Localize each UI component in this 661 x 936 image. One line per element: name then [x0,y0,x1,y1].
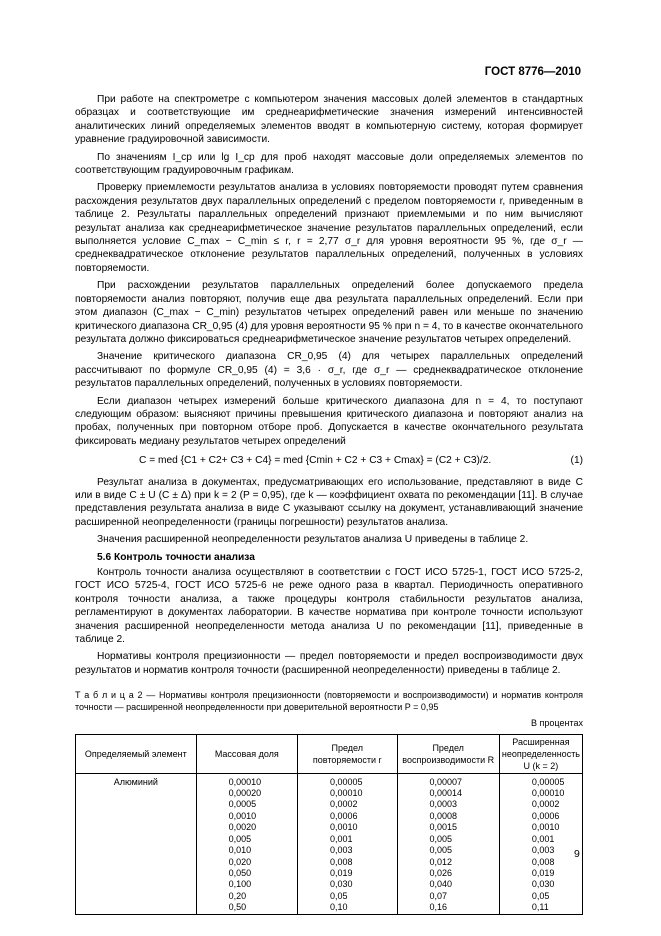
table-cell-value: 0,16 [429,902,448,913]
table-cell-value: 0,00010 [531,788,565,799]
table-cell-value: 0,008 [531,856,555,867]
table-cell-value: 0,003 [329,845,353,856]
paragraph: Значения расширенной неопределенности результатов анализа U приведены в таблице 2. [97,534,529,546]
table-cell-value: 0,026 [429,867,453,878]
table-cell-value: 0,10 [329,902,348,913]
table-units: В процентах [531,718,583,729]
document-header: ГОСТ 8776—2010 [484,66,581,78]
table-cell-value: 0,030 [329,879,353,890]
table-cell-value: 0,0015 [429,822,458,833]
table-cell-value: 0,001 [531,833,555,844]
paragraph: При работе на спектрометре с компьютером значения массовых долей элементов в стандартных образцах и соответствующие им среднеарифметические значения измерений интенсивностей аналитических линий определяемых элементов вводят в компьютерную систему, которая формирует уравнение градуировочной зависимости. [75,94,583,146]
table-cell-value: 0,00020 [228,788,262,799]
paragraph: По значениям I_ср или lg I_ср для проб находят массовые доли определяемых элементов по соответствующим градуировочным графикам. [75,151,583,177]
uncertainty-column [499,773,582,914]
table-cell-value: 0,0020 [228,822,257,833]
table-cell-value: 0,008 [329,856,353,867]
element-cell: Алюминий [76,773,197,914]
paragraph: Если диапазон четырех измерений больше критического диапазона для n = 4, то поступают следующим образом: выясняют причины превышения критического диапазона и повторяют анализ на пробах, полученных при повторном отборе проб. Допускается в качестве окончательного результата фиксировать медиану результатов четырех определений [75,395,583,447]
table-cell-value: 0,00005 [329,776,363,787]
table-cell-value: 0,00010 [329,788,363,799]
paragraph: Проверку приемлемости результатов анализа в условиях повторяемости проводят путем сравнения расхождения результатов двух параллельных определений с пределом повторяемости r, приведенным в таблице 2. Результаты параллельных определений признают приемлемыми и по ним вычисляют результат анализа как среднеарифметическое значение результатов параллельных определений, если выполняется условие C_max − C_min ≤ r, r = 2,77 σ_r для уровня вероятности 95 %, где σ_r — среднеквадратическое отклонение результатов параллельных определений, полученных в условиях повторяемости. [75,182,583,274]
table-cell-value: 0,0002 [329,799,358,810]
formula-text: C = med {C1 + C2+ C3 + C4} = med {Cmin + C2 + C3 + Cmax} = (C2 + C3)/2. [139,455,492,467]
table-cell-value: 0,040 [429,879,453,890]
table-cell-value: 0,0003 [429,799,458,810]
table-cell-value: 0,20 [228,890,247,901]
table-cell-value: 0,0010 [228,810,257,821]
table-cell-value: 0,0002 [531,799,560,810]
table-cell-value: 0,0010 [531,822,560,833]
table-header: Предел воспроизводимости R [397,734,499,773]
table-cell-value: 0,0006 [329,810,358,821]
table-cell-value: 0,0006 [531,810,560,821]
table-cell-value: 0,00014 [429,788,463,799]
table-cell-value: 0,0008 [429,810,458,821]
table-cell-value: 0,11 [531,902,549,913]
table-cell-value: 0,50 [228,902,247,913]
table-row [76,773,583,914]
table-cell-value: 0,010 [228,845,252,856]
table-cell-value: 0,00010 [228,776,262,787]
paragraph: Контроль точности анализа осуществляют в соответствии с ГОСТ ИСО 5725-1, ГОСТ ИСО 5725-2, ГОСТ ИСО 5725-4, ГОСТ ИСО 5725-6 не реже одного раза в квартал. Периодичность оперативного контроля точности анализа, а также процедуры контроля стабильности результатов анализа, регламентируют в документах лаборатории. В качестве норматива при контроле точности используют значения расширенной неопределенности метода анализа U по рекомендации [11], приведенные в таблице 2. [75,567,583,646]
table-cell-value: 0,050 [228,867,252,878]
reproducibility-column [397,773,499,914]
paragraph: Значение критического диапазона CR_0,95 (4) для четырех параллельных определений рассчитывают по формуле CR_0,95 (4) = 3,6 · σ_r, где σ_r — среднеквадратическое отклонение результатов параллельных определений, полученных в условиях повторяемости. [75,351,583,390]
table-cell-value: 0,030 [531,879,555,890]
table-cell-value: 0,05 [329,890,348,901]
table-cell-value: 0,001 [329,833,353,844]
section-heading: 5.6 Контроль точности анализа [97,551,255,563]
table-cell-value: 0,020 [228,856,252,867]
table-cell-value: 0,003 [531,845,555,856]
table-cell-value: 0,0005 [228,799,257,810]
page-number: 9 [574,848,580,860]
formula-number: (1) [570,455,583,467]
table-header: Определяемый элемент [76,734,197,773]
table-cell-value: 0,005 [429,833,453,844]
table-cell-value: 0,005 [429,845,453,856]
table-cell-value: 0,07 [429,890,448,901]
repeatability-column [297,773,397,914]
mass-column [196,773,297,914]
document-body [75,93,583,915]
table-cell-value: 0,100 [228,879,252,890]
table-header: Массовая доля [196,734,297,773]
table-cell-value: 0,00007 [429,776,463,787]
table-cell-value: 0,012 [429,856,453,867]
paragraph: Результат анализа в документах, предусматривающих его использование, представляют в виде C или в виде C ± U (C ± Δ) при k = 2 (P = 0,95), где k — коэффициент охвата по рекомендации [11]. В случае представления результата анализа в виде C указывают ссылку на документ, устанавливающий значение расширенной неопределенности (границы погрешности) результатов анализа. [75,476,583,528]
formula-block [75,454,583,467]
table-cell-value: 0,0010 [329,822,358,833]
table-cell-value: 0,05 [531,890,550,901]
table-cell-value: 0,00005 [531,776,565,787]
table-cell-value: 0,019 [329,867,353,878]
paragraph: При расхождении результатов параллельных определений более допускаемого предела повторяемости анализ повторяют, получив еще два результата параллельных определений. Если при этом диапазон (C_max − C_min) результатов четырех определений равен или меньше по значению критического диапазона CR_0,95 (4) для уровня вероятности 95 % при n = 4, то в качестве окончательного результата должно фиксироваться среднеарифметическое значение результатов четырех определений. [75,280,583,345]
table-header: Расширенная неопределенность U (k = 2) [499,734,582,773]
table-cell-value: 0,019 [531,867,555,878]
table-cell-value: 0,005 [228,833,252,844]
table-caption: Т а б л и ц а 2 — Нормативы контроля прецизионности (повторяемости и воспроизводимости) и норматив контроля точности — расширенной неопределенности при доверительной вероятности P = 0,95 [75,690,583,713]
table-header: Предел повторяемости r [297,734,397,773]
paragraph: Нормативы контроля прецизионности — предел повторяемости и предел воспроизводимости двух результатов и норматив контроля точности (расширенной неопределенности) приведены в таблице 2. [75,651,583,676]
precision-table [75,734,583,915]
